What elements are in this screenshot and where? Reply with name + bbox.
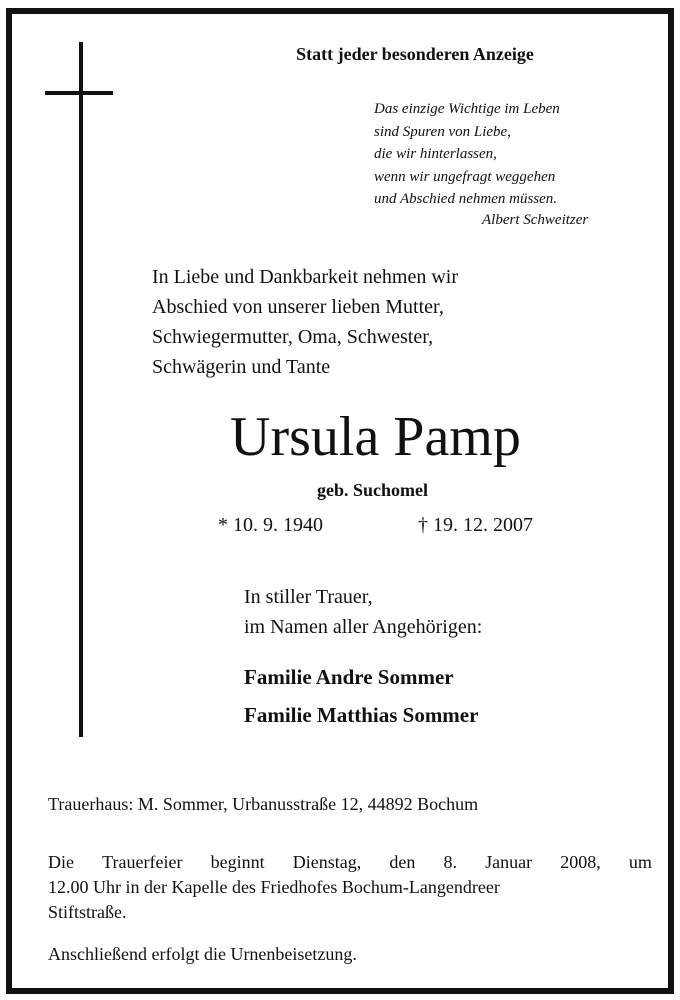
ceremony-word: Januar xyxy=(485,852,533,872)
birth-date: * 10. 9. 1940 xyxy=(218,514,323,536)
maiden-name: geb. Suchomel xyxy=(317,480,429,500)
quote xyxy=(374,98,560,211)
quote-line: sind Spuren von Liebe, xyxy=(374,123,511,140)
family-name: Familie Matthias Sommer xyxy=(244,703,479,727)
ceremony-word: beginnt xyxy=(210,852,265,872)
families xyxy=(244,658,478,734)
ceremony-word: den xyxy=(389,852,416,872)
intro-line: Abschied von unserer lieben Mutter, xyxy=(152,296,444,318)
quote-line: die wir hinterlassen, xyxy=(374,146,497,162)
family-name: Familie Andre Sommer xyxy=(244,665,454,689)
ceremony-word: 8. xyxy=(443,852,457,872)
mourning-line: im Namen aller Angehörigen: xyxy=(244,616,483,638)
intro-line: Schwiegermutter, Oma, Schwester, xyxy=(152,326,434,348)
quote-author: Albert Schweitzer xyxy=(482,212,589,228)
ceremony-word: um xyxy=(628,852,652,872)
ceremony-line-1 xyxy=(48,850,652,875)
mourning-line: In stiller Trauer, xyxy=(244,586,373,608)
ceremony-word: Die xyxy=(48,852,74,872)
intro-text xyxy=(152,262,458,382)
mourning-text xyxy=(244,582,482,642)
header-notice: Statt jeder besonderen Anzeige xyxy=(296,44,534,64)
death-date: † 19. 12. 2007 xyxy=(418,514,533,536)
ceremony-word: Dienstag, xyxy=(292,852,362,872)
intro-line: Schwägerin und Tante xyxy=(152,356,331,378)
ceremony-line-2: 12.00 Uhr in der Kapelle des Friedhofes Bochum-Langendreer xyxy=(48,877,500,897)
ceremony-line-3: Stiftstraße. xyxy=(48,902,127,922)
mourning-house: Trauerhaus: M. Sommer, Urbanusstraße 12, 44892 Bochum xyxy=(48,794,479,814)
quote-line: wenn wir ungefragt weggehen xyxy=(374,168,556,185)
deceased-name: Ursula Pamp xyxy=(230,406,521,468)
cross-icon xyxy=(79,42,83,737)
closing-note: Anschließend erfolgt die Urnenbeisetzung. xyxy=(48,944,357,964)
obituary-frame xyxy=(6,8,674,994)
ceremony-info xyxy=(48,850,652,925)
quote-line: Das einzige Wichtige im Leben xyxy=(374,101,560,117)
ceremony-word: Trauerfeier xyxy=(102,852,183,872)
intro-line: In Liebe und Dankbarkeit nehmen wir xyxy=(152,266,459,288)
quote-line: und Abschied nehmen müssen. xyxy=(374,191,558,207)
ceremony-word: 2008, xyxy=(560,852,601,872)
cross-icon-bar xyxy=(45,91,113,95)
